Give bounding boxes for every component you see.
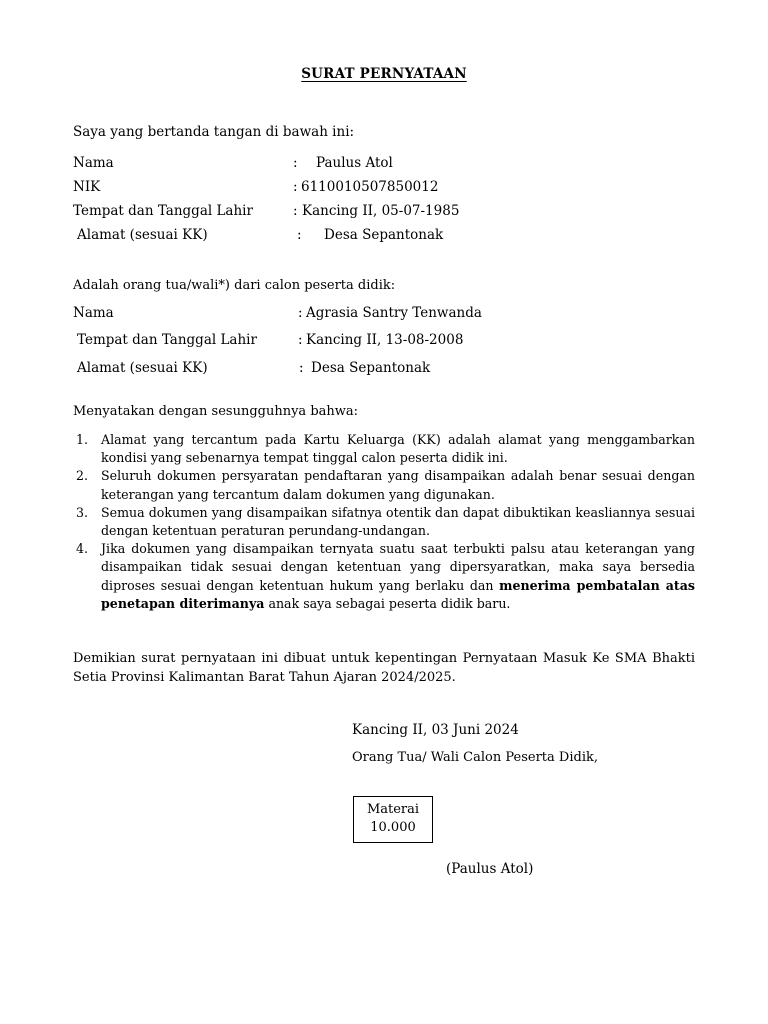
student-birth-label: Tempat dan Tanggal Lahir: [77, 332, 257, 348]
student-name-sep: :: [298, 305, 303, 321]
intro-text: Saya yang bertanda tangan di bawah ini:: [73, 124, 355, 140]
document-title: SURAT PERNYATAAN: [301, 66, 467, 82]
signatory-name: (Paulus Atol): [446, 861, 534, 877]
list-item-text: Semua dokumen yang disampaikan sifatnya otentik dan dapat dibuktikan keasliannya sesuai dengan ketentuan peraturan perundang-undangan.: [101, 504, 695, 539]
student-address-value: Desa Sepantonak: [311, 360, 431, 376]
parent-name-value: Paulus Atol: [316, 155, 393, 171]
parent-nik-sep: :: [293, 179, 298, 195]
parent-address-label: Alamat (sesuai KK): [77, 227, 208, 243]
closing-paragraph: Demikian surat pernyataan ini dibuat untuk kepentingan Pernyataan Masuk Ke SMA Bhakti Setia Provinsi Kalimantan Barat Tahun Ajaran 2024/2025.: [73, 651, 695, 685]
list-item-text: Alamat yang tercantum pada Kartu Keluarga (KK) adalah alamat yang menggambarkan kondisi yang sebenarnya tempat tinggal calon peserta didik ini.: [101, 432, 695, 466]
parent-name-sep: :: [293, 155, 298, 171]
list-item-text-before: Jika dokumen yang disampaikan ternyata suatu saat terbukti palsu atau keterangan yang disampaikan tidak sesuai dengan ketentuan yang dipersyaratkan, maka saya bersedia diproses sesuai dengan ketentuan hukum yang berlaku dan: [101, 541, 695, 593]
student-intro-text: Adalah orang tua/wali*) dari calon peserta didik:: [73, 278, 396, 293]
list-item-text-bold: menerima pembatalan atas penetapan diterimanya: [101, 577, 695, 611]
list-item-text: Seluruh dokumen persyaratan pendaftaran yang disampaikan adalah benar sesuai dengan keterangan yang tercantum dalam dokumen yang digunakan.: [101, 468, 695, 502]
parent-birth-value: Kancing II, 05-07-1985: [302, 203, 460, 219]
list-item-number: 2.: [76, 468, 89, 484]
signature-place-date: Kancing II, 03 Juni 2024: [352, 722, 519, 738]
list-item: [73, 431, 695, 467]
parent-nik-label: NIK: [73, 179, 101, 195]
student-address-label: Alamat (sesuai KK): [77, 360, 208, 376]
student-name-value: Agrasia Santry Tenwanda: [306, 305, 482, 321]
parent-birth-label: Tempat dan Tanggal Lahir: [73, 203, 253, 219]
list-item: [73, 467, 695, 503]
stamp-line-1: Materai: [366, 802, 420, 817]
student-birth-value: Kancing II, 13-08-2008: [306, 332, 464, 348]
parent-address-value: Desa Sepantonak: [324, 227, 444, 243]
student-name-label: Nama: [73, 305, 114, 321]
parent-name-label: Nama: [73, 155, 114, 171]
list-item: [73, 540, 695, 613]
materai-stamp-box: [353, 796, 433, 843]
stamp-line-2: 10.000: [370, 820, 416, 835]
list-item: [73, 504, 695, 540]
statement-intro-text: Menyatakan dengan sesungguhnya bahwa:: [73, 404, 359, 419]
student-birth-sep: :: [298, 332, 303, 348]
parent-birth-sep: :: [293, 203, 298, 219]
signature-role: Orang Tua/ Wali Calon Peserta Didik,: [352, 750, 598, 765]
list-item-number: 3.: [76, 504, 89, 520]
parent-address-sep: :: [297, 227, 302, 243]
list-item-number: 1.: [76, 432, 89, 447]
student-address-sep: :: [299, 360, 304, 376]
list-item-text-after: anak saya sebagai peserta didik baru.: [264, 595, 511, 611]
list-item-number: 4.: [76, 541, 89, 557]
parent-nik-value: 6110010507850012: [301, 179, 439, 195]
statement-list: [73, 431, 695, 613]
